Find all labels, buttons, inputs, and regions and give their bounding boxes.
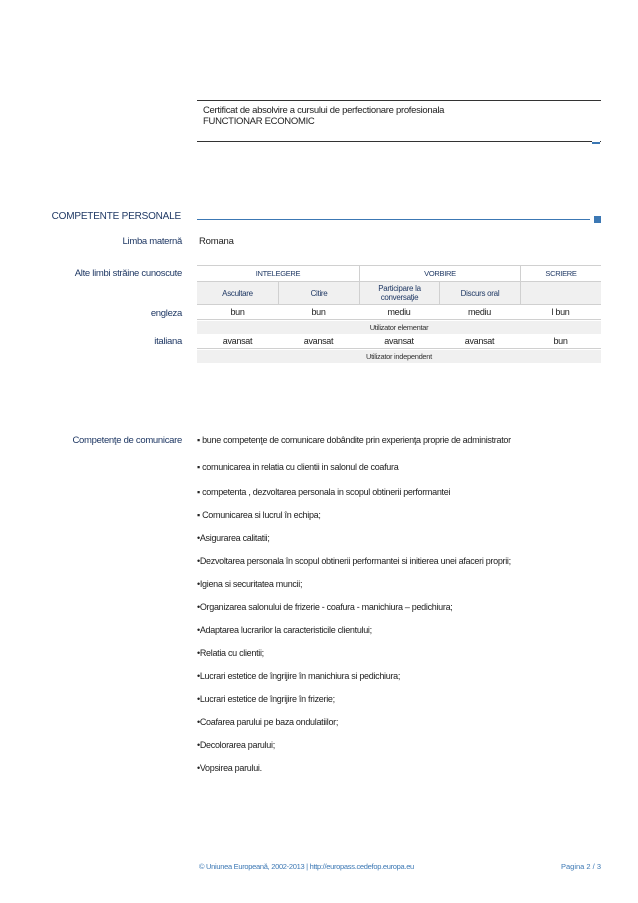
- header-speaking: VORBIRE: [359, 266, 520, 281]
- cell-listening: avansat: [222, 336, 253, 346]
- mother-tongue-label: Limba maternă: [122, 236, 182, 247]
- table-row: [197, 335, 601, 349]
- list-item: •Coafarea parului pe baza ondulatiilor;: [197, 717, 339, 727]
- list-item: •Organizarea salonului de frizerie - coafura - manichiura – pedichiura;: [197, 602, 453, 612]
- mother-tongue-value: Romana: [199, 236, 234, 247]
- cell-production: avansat: [464, 336, 495, 346]
- cell-interaction: mediu: [387, 307, 411, 317]
- subheader-interaction: Participare la conversaţie: [359, 282, 439, 304]
- header-writing: SCRIERE: [520, 266, 601, 281]
- list-item: •Adaptarea lucrarilor la caracteristicile clientului;: [197, 625, 372, 635]
- list-item: •Decolorarea parului;: [197, 740, 275, 750]
- certificate-title: Certificat de absolvire a cursului de perfectionare profesionala: [203, 105, 445, 116]
- table-header-row: [197, 265, 601, 282]
- subheader-listening: Ascultare: [222, 288, 253, 298]
- cell-level: Utilizator independent: [366, 352, 432, 361]
- other-languages-label: Alte limbi străine cunoscute: [74, 268, 182, 279]
- cell-writing: l bun: [551, 307, 570, 317]
- footer-copyright: © Uniunea Europeană, 2002-2013 | http://europass.cedefop.europa.eu: [199, 862, 414, 871]
- footer-page-number: Pagina 2 / 3: [560, 862, 601, 871]
- list-item: ▪ comunicarea in relatia cu clientii in salonul de coafura: [197, 462, 399, 472]
- table-row: [197, 306, 601, 320]
- cell-level: Utilizator elementar: [369, 323, 429, 332]
- list-item: •Vopsirea parului.: [197, 763, 262, 773]
- certificate-box: [197, 100, 601, 142]
- level-row: [197, 350, 601, 363]
- list-item: ▪ bune competenţe de comunicare dobândite prin experienţa proprie de administrator: [197, 435, 511, 445]
- list-item: •Igiena si securitatea muncii;: [197, 579, 303, 589]
- section-title-personal: COMPETENTE PERSONALE: [51, 211, 181, 222]
- cell-production: mediu: [467, 307, 491, 317]
- list-item: ▪ competenta , dezvoltarea personala in scopul obtinerii performantei: [197, 487, 451, 497]
- communication-label: Competenţe de comunicare: [72, 435, 182, 446]
- list-item: •Dezvoltarea personala în scopul obtinerii performantei si initierea unei afaceri proprii;: [197, 556, 511, 566]
- header-understanding: INTELEGERE: [255, 269, 301, 278]
- subheader-writing: [520, 282, 601, 304]
- level-row: [197, 321, 601, 334]
- certificate-corner-mark: [592, 138, 600, 144]
- list-item: •Asigurarea calitatii;: [197, 533, 270, 543]
- certificate-subtitle: FUNCTIONAR ECONOMIC: [203, 116, 315, 127]
- subheader-reading: Citire: [278, 282, 359, 304]
- list-item: •Lucrari estetice de îngrijire în frizerie;: [197, 694, 335, 704]
- list-item: •Relatia cu clientii;: [197, 648, 264, 658]
- section-divider: [197, 219, 590, 220]
- subheader-production: Discurs oral: [439, 282, 520, 304]
- list-item: ▪ Comunicarea si lucrul în echipa;: [197, 510, 321, 520]
- cell-reading: avansat: [303, 336, 334, 346]
- table-subheader-row: [197, 282, 601, 305]
- language-name-italiana: italiana: [154, 336, 182, 347]
- language-name-engleza: engleza: [150, 308, 182, 319]
- cell-reading: bun: [311, 307, 326, 317]
- section-square-icon: [594, 216, 601, 223]
- cell-writing: bun: [553, 336, 568, 346]
- list-item: •Lucrari estetice de îngrijire în manichiura si pedichiura;: [197, 671, 401, 681]
- cell-interaction: avansat: [384, 336, 414, 346]
- cell-listening: bun: [230, 307, 245, 317]
